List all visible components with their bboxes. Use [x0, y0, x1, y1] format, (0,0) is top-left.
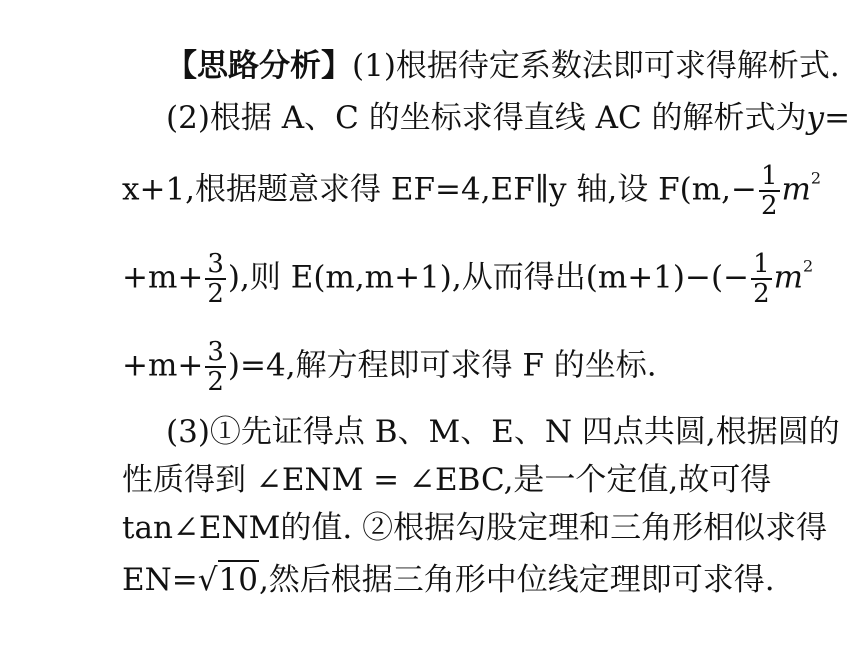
fraction-denominator: 2	[207, 367, 224, 397]
part3-text-4b: ,然后根据三角形中位线定理即可求得.	[258, 562, 775, 598]
fraction-denominator: 2	[207, 279, 224, 309]
part3-line-2	[0, 460, 860, 500]
fraction-three-halves	[205, 250, 226, 308]
fraction-numerator: 3	[207, 337, 224, 367]
radicand: 10	[218, 562, 258, 598]
part3-line-4	[0, 560, 860, 600]
analysis-heading: 【思路分析】	[166, 48, 352, 84]
part3-text-1: (3)①先证得点 B、M、E、N 四点共圆,根据圆的	[166, 414, 840, 450]
part2-text-4a: +m+	[122, 347, 204, 384]
fraction-numerator: 3	[207, 249, 224, 279]
part2-text-3a: +m+	[122, 259, 204, 296]
part2-text-4b: )=4,解方程即可求得 F 的坐标.	[227, 347, 657, 384]
radical-sign-icon: √	[197, 562, 218, 598]
fraction-denominator: 2	[753, 279, 770, 309]
part1-text: (1)根据待定系数法即可求得解析式.	[352, 48, 840, 84]
part3-line-1	[0, 412, 860, 452]
exponent-2: 2	[810, 168, 822, 188]
var-m: m	[781, 171, 811, 208]
fraction-denominator: 2	[760, 191, 778, 221]
part3-text-2: 性质得到 ∠ENM = ∠EBC,是一个定值,故可得	[122, 462, 772, 498]
part2-text-3b: ),则 E(m,m+1),从而得出(m+1)−(−	[227, 259, 750, 296]
fraction-numerator: 1	[753, 249, 770, 279]
fraction-one-half	[751, 250, 772, 308]
part2-text-1: (2)根据 A、C 的坐标求得直线 AC 的解析式为	[166, 100, 807, 136]
var-y: y	[806, 100, 825, 136]
fraction-numerator: 1	[760, 161, 778, 191]
part3-text-3: tan∠ENM的值. ②根据勾股定理和三角形相似求得	[122, 510, 828, 546]
part2-line-3	[0, 250, 860, 308]
fraction-one-half	[759, 162, 780, 220]
part2-line-1	[0, 98, 860, 138]
part2-line-2	[0, 162, 860, 220]
equals-sign: =	[824, 100, 851, 136]
analysis-line-1	[0, 46, 860, 86]
part2-text-2: x+1,根据题意求得 EF=4,EF∥y 轴,设 F(m,−	[122, 171, 757, 208]
part3-text-4a: EN=	[122, 562, 198, 598]
part3-line-3	[0, 508, 860, 548]
fraction-three-halves	[205, 338, 226, 396]
exponent-2: 2	[803, 256, 814, 276]
part2-line-4	[0, 338, 860, 396]
square-root	[198, 560, 259, 600]
var-m: m	[773, 259, 804, 296]
